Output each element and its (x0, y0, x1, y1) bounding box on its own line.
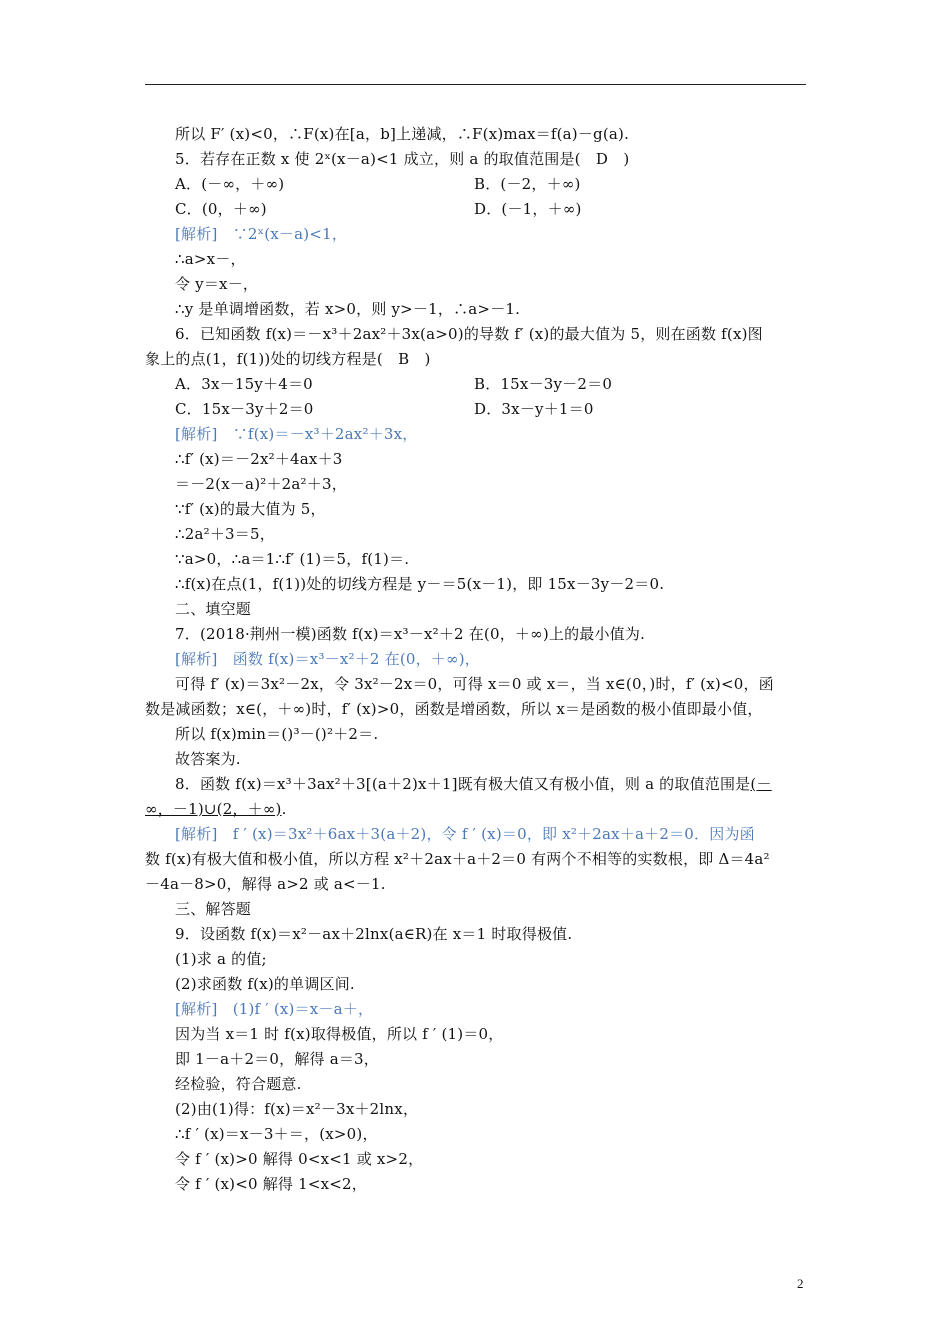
text-line: (1)求 a 的值; (175, 950, 267, 968)
text-line: 令 y＝x－， (175, 275, 259, 293)
option-c: C．(0，＋∞) (175, 200, 267, 218)
text-line: (2)求函数 f(x)的单调区间. (175, 975, 355, 993)
text-line: 数是减函数；x∈(，＋∞)时，f′ (x)>0，函数是增函数，所以 x＝是函数的极小值即最小值， (145, 700, 763, 718)
answer-blank: (－ (750, 775, 772, 793)
question-9: 9．设函数 f(x)＝x²－ax＋2lnx(a∈R)在 x＝1 时取得极值. (175, 925, 573, 943)
section-heading: 三、解答题 (175, 900, 252, 918)
text-line: ＝－2(x－a)²＋2a²＋3， (175, 475, 347, 493)
text-period: . (281, 800, 287, 818)
analysis-line: [解析] ∵f(x)＝－x³＋2ax²＋3x， (175, 425, 418, 443)
text-line: ∴f(x)在点(1，f(1))处的切线方程是 y－＝5(x－1)，即 15x－3y－2＝0. (175, 575, 665, 593)
option-a: A．3x－15y＋4＝0 (175, 375, 313, 393)
option-c: C．15x－3y＋2＝0 (175, 400, 314, 418)
answer-blank: ∞，－1)∪(2，＋∞) (145, 800, 282, 818)
text-line: －4a－8>0，解得 a>2 或 a<－1. (145, 875, 386, 893)
question-6: 6．已知函数 f(x)＝－x³＋2ax²＋3x(a>0)的导数 f′ (x)的最大值为 5，则在函数 f(x)图 (175, 325, 763, 343)
analysis-line: [解析] 函数 f(x)＝x³－x²＋2 在(0，＋∞)， (175, 650, 480, 668)
question-8-text: 8．函数 f(x)＝x³＋3ax²＋3[(a＋2)x＋1]既有极大值又有极小值，则 a 的取值范围是 (175, 775, 751, 793)
text-line: ∵f′ (x)的最大值为 5， (175, 500, 326, 518)
text-line: 可得 f′ (x)＝3x²－2x，令 3x²－2x＝0，可得 x＝0 或 x＝，当 x∈(0，)时，f′ (x)<0，函 (175, 675, 774, 693)
analysis-line: [解析] (1)f ′ (x)＝x－a＋， (175, 1000, 374, 1018)
text-line: 即 1－a＋2＝0，解得 a＝3， (175, 1050, 379, 1068)
text-line: 令 f ′ (x)<0 解得 1<x<2， (175, 1175, 367, 1193)
option-d: D．3x－y＋1＝0 (474, 400, 594, 418)
text-line: ∵a>0，∴a＝1∴f′ (1)＝5，f(1)＝. (175, 550, 410, 568)
text-line: ∴a>x－， (175, 250, 246, 268)
section-heading: 二、填空题 (175, 600, 252, 618)
page-number: 2 (797, 1276, 804, 1291)
text-line: 数 f(x)有极大值和极小值，所以方程 x²＋2ax＋a＋2＝0 有两个不相等的实数根，即 Δ＝4a² (145, 850, 770, 868)
option-b: B．(－2，＋∞) (474, 175, 581, 193)
text-line: ∴f′ (x)＝－2x²＋4ax＋3 (175, 450, 343, 468)
text-line: (2)由(1)得：f(x)＝x²－3x＋2lnx， (175, 1100, 419, 1118)
text-line: ∴y 是单调增函数，若 x>0，则 y>－1，∴a>－1. (175, 300, 521, 318)
question-7: 7．(2018·荆州一模)函数 f(x)＝x³－x²＋2 在(0，＋∞)上的最小值为. (175, 625, 646, 643)
question-8 (175, 774, 772, 794)
option-a: A．(－∞，＋∞) (175, 175, 285, 193)
text-line: ∴2a²＋3＝5， (175, 525, 275, 543)
text-line: 象上的点(1，f(1))处的切线方程是( B ) (145, 350, 431, 368)
text-line: 所以 F′ (x)<0，∴F(x)在[a，b]上递减，∴F(x)max＝f(a)－g(a). (175, 125, 630, 143)
text-line: 令 f ′ (x)>0 解得 0<x<1 或 x>2， (175, 1150, 424, 1168)
text-line: ∴f ′ (x)＝x－3＋＝，(x>0)， (175, 1125, 378, 1143)
analysis-line: [解析] f ′ (x)＝3x²＋6ax＋3(a＋2)，令 f ′ (x)＝0，即 x²＋2ax＋a＋2＝0．因为函 (175, 825, 755, 843)
text-line (145, 799, 287, 819)
text-line: 所以 f(x)min＝()³－()²＋2＝. (175, 725, 379, 743)
option-b: B．15x－3y－2＝0 (474, 375, 613, 393)
question-5: 5．若存在正数 x 使 2ˣ(x－a)<1 成立，则 a 的取值范围是( D ) (175, 150, 630, 168)
header-rule (145, 84, 806, 85)
analysis-line: [解析] ∵2ˣ(x－a)<1， (175, 225, 348, 243)
text-line: 经检验，符合题意. (175, 1075, 302, 1093)
text-line: 因为当 x＝1 时 f(x)取得极值，所以 f ′ (1)＝0， (175, 1025, 504, 1043)
text-line: 故答案为. (175, 750, 241, 768)
option-d: D．(－1，＋∞) (474, 200, 582, 218)
